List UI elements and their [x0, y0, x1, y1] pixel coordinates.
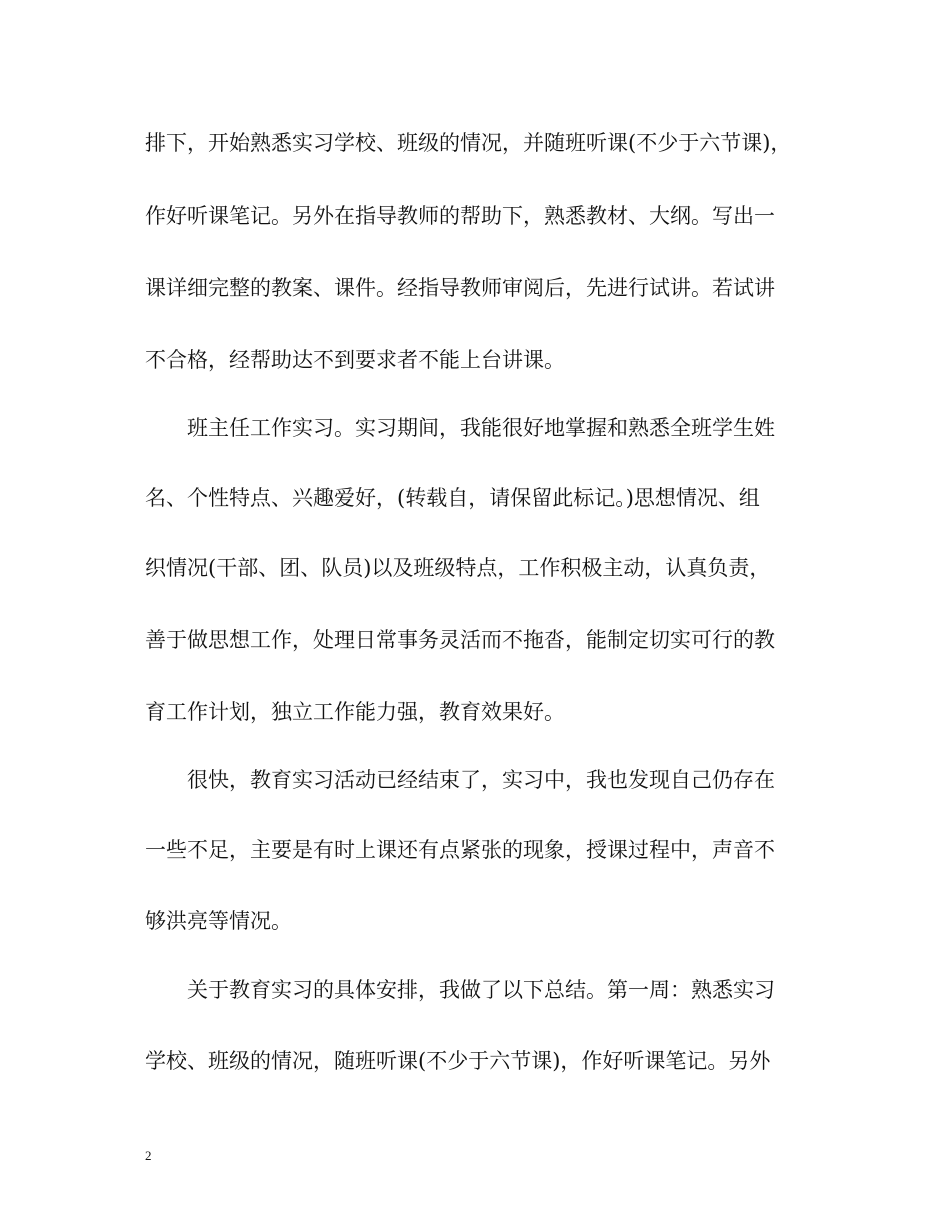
paragraph-2-line-5: 育工作计划，独立工作能力强，教育效果好。 [145, 700, 565, 724]
paragraph-4-line-2: 学校、班级的情况，随班听课(不少于六节课)，作好听课笔记。另外 [145, 1049, 771, 1073]
paragraph-2-line-2: 名、个性特点、兴趣爱好，(转载自，请保留此标记。)思想情况、组 [145, 486, 760, 510]
paragraph-1-line-4: 不合格，经帮助达不到要求者不能上台讲课。 [145, 348, 565, 372]
paragraph-1-line-3: 课详细完整的教案、课件。经指导教师审阅后，先进行试讲。若试讲 [145, 276, 775, 300]
paragraph-3-line-1: 很快，教育实习活动已经结束了，实习中，我也发现自己仍存在 [187, 768, 775, 792]
paragraph-3-line-3: 够洪亮等情况。 [145, 909, 292, 933]
paragraph-1-line-1: 排下，开始熟悉实习学校、班级的情况，并随班听课(不少于六节课)， [145, 131, 792, 155]
paragraph-2-line-3: 织情况(干部、团、队员)以及班级特点，工作积极主动，认真负责， [145, 556, 771, 580]
paragraph-2-line-4: 善于做思想工作，处理日常事务灵活而不拖沓，能制定切实可行的教 [145, 628, 775, 652]
paragraph-2-line-1: 班主任工作实习。实习期间，我能很好地掌握和熟悉全班学生姓 [187, 416, 775, 440]
page-number: 2 [145, 1148, 152, 1163]
paragraph-3-line-2: 一些不足，主要是有时上课还有点紧张的现象，授课过程中，声音不 [145, 838, 775, 862]
paragraph-4-line-1: 关于教育实习的具体安排，我做了以下总结。第一周：熟悉实习 [187, 978, 775, 1002]
paragraph-1-line-2: 作好听课笔记。另外在指导教师的帮助下，熟悉教材、大纲。写出一 [145, 204, 775, 228]
